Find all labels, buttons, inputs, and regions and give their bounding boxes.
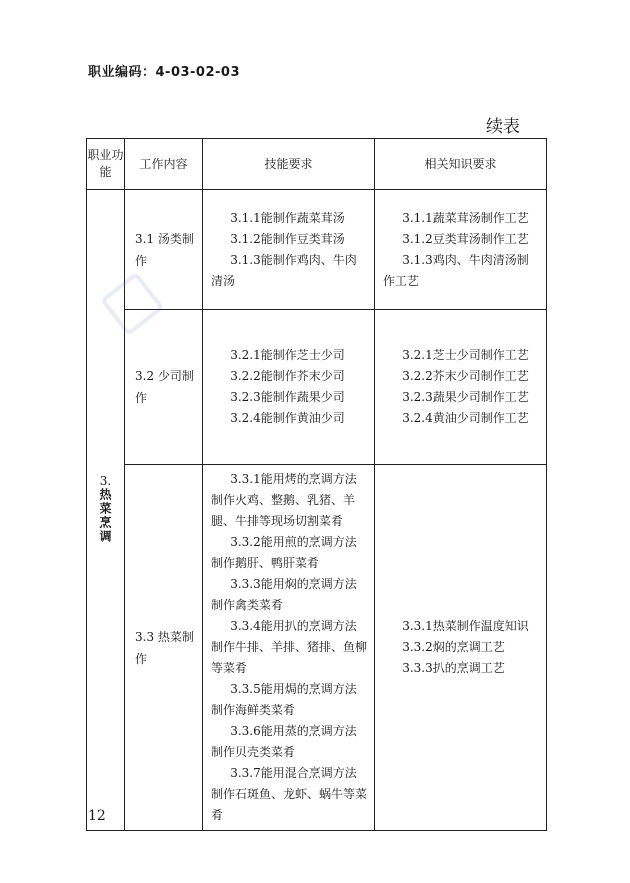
knowledge-item: 3.2.1芝士少司制作工艺 [402,348,529,362]
knowledge-item: 3.3.1热菜制作温度知识 [402,619,529,633]
skill-item: 3.2.4能制作黄油少司 [230,411,345,425]
table-row [87,310,547,465]
page-number: 12 [88,808,106,824]
knowledge-cell [375,465,547,831]
skill-item: 3.3.3能用焖的烹调方法制作禽类菜肴 [211,577,357,612]
header-work: 工作内容 [125,139,203,190]
knowledge-item: 3.1.2豆类茸汤制作工艺 [402,231,529,246]
knowledge-item: 3.2.2芥末少司制作工艺 [402,369,529,383]
skill-item: 3.3.7能用混合烹调方法制作石斑鱼、龙虾、蜗牛等菜肴 [211,766,368,822]
table-header-row [87,139,547,190]
function-number: 3. [99,473,112,488]
occupation-code: 职业编码：4-03-02-03 [88,65,241,80]
knowledge-cell [375,190,547,310]
work-cell: 3.3 热菜制作 [125,465,203,831]
knowledge-cell [375,310,547,465]
knowledge-item: 3.2.3蔬果少司制作工艺 [402,390,529,404]
skills-table [86,138,547,831]
skill-item: 3.1.1能制作蔬菜茸汤 [230,210,345,225]
skill-item: 3.2.2能制作芥末少司 [230,369,345,383]
continued-label: 续表 [486,117,520,137]
work-cell: 3.2 少司制作 [125,310,203,465]
work-cell: 3.1 汤类制作 [125,190,203,310]
skill-item: 3.3.1能用烤的烹调方法制作火鸡、整鹅、乳猪、羊腿、牛排等现场切割菜肴 [211,472,357,528]
skill-cell [203,465,375,831]
skill-item: 3.1.3能制作鸡肉、牛肉清汤 [211,252,357,288]
skill-item: 3.2.1能制作芝士少司 [230,348,345,362]
skill-item: 3.3.6能用蒸的烹调方法制作贝壳类菜肴 [211,724,357,759]
header-skill: 技能要求 [203,139,375,190]
table-row [87,465,547,831]
knowledge-item: 3.1.3鸡肉、牛肉清汤制作工艺 [383,252,529,288]
function-name: 热菜烹调 [98,487,112,544]
knowledge-item: 3.3.3扒的烹调工艺 [402,661,505,675]
knowledge-item: 3.2.4黄油少司制作工艺 [402,411,529,425]
table-row [87,190,547,310]
skill-item: 3.3.5能用焗的烹调方法制作海鲜类菜肴 [211,682,357,717]
skill-cell [203,310,375,465]
knowledge-item: 3.3.2焖的烹调工艺 [402,640,505,654]
skill-cell [203,190,375,310]
header-knowledge: 相关知识要求 [375,139,547,190]
skill-item: 3.2.3能制作蔬果少司 [230,390,345,404]
skill-item: 3.3.4能用扒的烹调方法制作牛排、羊排、猪排、鱼柳等菜肴 [211,619,368,675]
skill-item: 3.3.2能用煎的烹调方法制作鹅肝、鸭肝菜肴 [211,535,357,570]
skill-item: 3.1.2能制作豆类茸汤 [230,231,345,246]
function-cell [87,190,125,831]
header-function: 职业功能 [87,139,125,190]
knowledge-item: 3.1.1蔬菜茸汤制作工艺 [402,210,529,225]
